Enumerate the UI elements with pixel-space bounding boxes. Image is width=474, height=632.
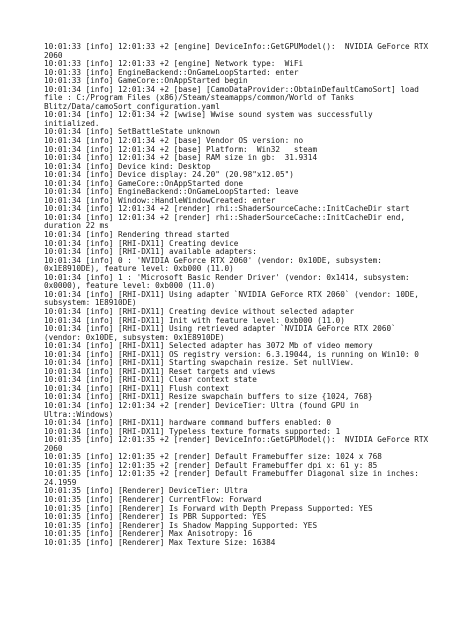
log-line: 2060 — [44, 443, 63, 453]
log-line: 10:01:35 [info] [Renderer] CurrentFlow: Forward — [44, 494, 262, 504]
log-line: 10:01:35 [info] [Renderer] Is Shadow Mapping Supported: YES — [44, 520, 318, 530]
log-line: 10:01:33 [info] 12:01:33 +2 [engine] Network type: WiFi — [44, 59, 304, 69]
log-line: 10:01:35 [info] [Renderer] Max Texture Size: 16384 — [44, 537, 276, 547]
log-line: 10:01:34 [info] 12:01:34 +2 [base] Platform: Win32 steam — [44, 144, 318, 154]
log-line: 10:01:34 [info] [RHI-DX11] Creating device without selected adapter — [44, 306, 355, 316]
log-line: subsystem: 1E8910DE) — [44, 298, 137, 308]
log-line: 10:01:34 [info] 1 : 'Microsoft Basic Render Driver' (vendor: 0x1414, subsystem: — [44, 272, 410, 282]
log-text-block — [44, 43, 444, 547]
log-line: 10:01:34 [info] [RHI-DX11] Selected adapter has 3072 Mb of video memory — [44, 341, 373, 351]
log-line: 10:01:35 [info] [Renderer] DeviceTier: Ultra — [44, 486, 248, 496]
log-line: 2060 — [44, 50, 63, 60]
log-line: 10:01:33 [info] GameCore::OnAppStarted begin — [44, 76, 248, 86]
log-line: (vendor: 0x10DE, subsystem: 0x1E8910DE) — [44, 332, 225, 342]
log-document — [44, 43, 444, 547]
log-line: 10:01:34 [info] [RHI-DX11] Starting swapchain resize. Set nullView. — [44, 358, 355, 368]
log-line: 10:01:35 [info] 12:01:35 +2 [render] DeviceInfo::GetGPUModel(): NVIDIA GeForce RTX — [44, 435, 429, 445]
log-line: 0x0000), feature level: 0xb000 (11.0) — [44, 281, 216, 291]
log-line: 10:01:34 [info] [RHI-DX11] hardware command buffers enabled: 0 — [44, 418, 331, 428]
log-line: 10:01:34 [info] GameCore::OnAppStarted done — [44, 178, 244, 188]
log-line: 10:01:34 [info] 12:01:34 +2 [base] [CamoDataProvider::ObtainDefaultCamoSort] load — [44, 84, 419, 94]
log-line: 24.1959 — [44, 477, 77, 487]
log-line: file : C:/Program Files (x86)/Steam/steamapps/common/World of Tanks — [44, 93, 355, 103]
log-line: 10:01:35 [info] [Renderer] Is Forward with Depth Prepass Supported: YES — [44, 503, 373, 513]
log-line: 10:01:34 [info] EngineBackend::OnGameLoopStarted: leave — [44, 187, 299, 197]
log-line: 10:01:35 [info] 12:01:35 +2 [render] Default Framebuffer size: 1024 x 768 — [44, 452, 382, 462]
log-line: 10:01:34 [info] [RHI-DX11] Init with feature level: 0xb000 (11.0) — [44, 315, 345, 325]
log-line: 10:01:34 [info] [RHI-DX11] available adapters: — [44, 247, 257, 257]
log-line: 10:01:34 [info] 0 : 'NVIDIA GeForce RTX 2060' (vendor: 0x10DE, subsystem: — [44, 255, 382, 265]
log-line: 10:01:34 [info] [RHI-DX11] Flush context — [44, 383, 230, 393]
log-line: Ultra::Windows) — [44, 409, 114, 419]
log-line: 10:01:34 [info] 12:01:34 +2 [base] Vendor OS version: no — [44, 136, 304, 146]
log-line: 10:01:34 [info] [RHI-DX11] Using retrieved adapter `NVIDIA GeForce RTX 2060` — [44, 324, 396, 334]
log-line: 10:01:35 [info] [Renderer] Is PBR Supported: YES — [44, 512, 267, 522]
log-line: 10:01:34 [info] SetBattleState unknown — [44, 127, 220, 137]
log-line: 10:01:34 [info] Device kind: Desktop — [44, 161, 211, 171]
log-line: 10:01:35 [info] [Renderer] Max Anisotropy: 16 — [44, 529, 253, 539]
log-line: 10:01:34 [info] 12:01:34 +2 [wwise] Wwise sound system was successfully — [44, 110, 373, 120]
log-line: 10:01:34 [info] [RHI-DX11] OS registry version: 6.3.19044, is running on Win10: 0 — [44, 349, 419, 359]
log-line: 10:01:34 [info] [RHI-DX11] Reset targets and views — [44, 366, 276, 376]
log-line: 10:01:34 [info] 12:01:34 +2 [render] DeviceTier: Ultra (found GPU in — [44, 400, 359, 410]
log-line: 10:01:33 [info] 12:01:33 +2 [engine] DeviceInfo::GetGPUModel(): NVIDIA GeForce RTX — [44, 42, 429, 51]
log-line: duration 22 ms — [44, 221, 109, 231]
log-line: 10:01:34 [info] 12:01:34 +2 [base] RAM size in gb: 31.9314 — [44, 153, 318, 163]
log-line: 0x1E8910DE), feature level: 0xb000 (11.0) — [44, 264, 234, 274]
log-line: 10:01:34 [info] 12:01:34 +2 [render] rhi::ShaderSourceCache::InitCacheDir end, — [44, 212, 406, 222]
log-line: 10:01:34 [info] [RHI-DX11] Clear context state — [44, 375, 257, 385]
log-line: 10:01:34 [info] [RHI-DX11] Creating device — [44, 238, 239, 248]
log-line: Blitz/Data/camoSort_configuration.yaml — [44, 101, 220, 111]
log-line: 10:01:34 [info] 12:01:34 +2 [render] rhi::ShaderSourceCache::InitCacheDir start — [44, 204, 410, 214]
log-line: 10:01:34 [info] [RHI-DX11] Resize swapchain buffers to size {1024, 768} — [44, 392, 373, 402]
log-line: 10:01:34 [info] Window::HandleWindowCreated: enter — [44, 195, 276, 205]
log-line: 10:01:35 [info] 12:01:35 +2 [render] Default Framebuffer Diagonal size in inches: — [44, 469, 419, 479]
log-line: 10:01:34 [info] Rendering thread started — [44, 230, 230, 240]
log-line: 10:01:34 [info] [RHI-DX11] Using adapter `NVIDIA GeForce RTX 2060` (vendor: 10DE, — [44, 289, 419, 299]
log-line: 10:01:34 [info] [RHI-DX11] Typeless texture formats supported: 1 — [44, 426, 341, 436]
log-line: 10:01:34 [info] Device display: 24.20" (20.98"x12.05") — [44, 170, 294, 180]
log-line: 10:01:35 [info] 12:01:35 +2 [render] Default Framebuffer dpi x: 61 y: 85 — [44, 460, 378, 470]
log-line: initialized. — [44, 118, 100, 128]
log-line: 10:01:33 [info] EngineBackend::OnGameLoopStarted: enter — [44, 67, 299, 77]
